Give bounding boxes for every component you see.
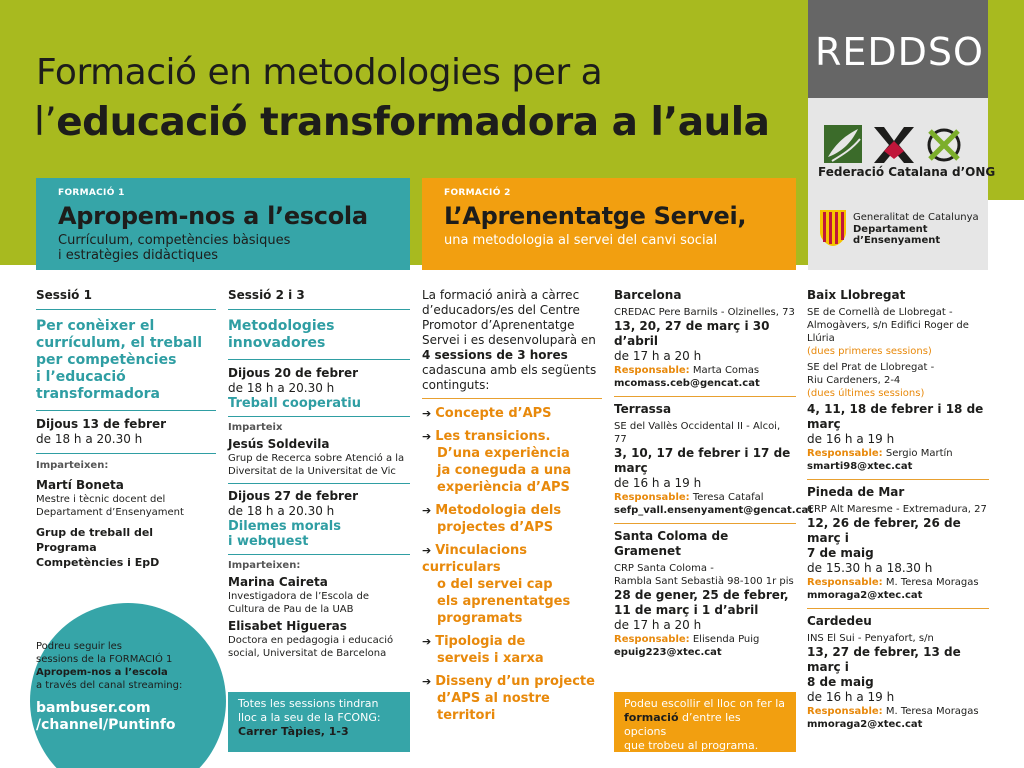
arrow-right-icon: ➔	[422, 635, 432, 648]
sessio-2-person-2-desc: Investigadora de l’Escola de Cultura de Pau de la UAB	[228, 591, 369, 615]
sessio-2-column	[228, 288, 410, 660]
location-email: sefp_vall.ensenyament@gencat.cat	[614, 505, 814, 516]
sessio-1-person-1-desc: Mestre i tècnic docent del Departament d’Ensenyament	[36, 494, 184, 518]
generalitat-label: Generalitat de Catalunya	[853, 212, 979, 223]
locations-column-b: Baix Llobregat SE de Cornellà de Llobregat - Almogàvers, s/n Edifici Roger de Llúria (dues primeres sessions) SE del Prat de Llobregat - Riu Cardeners, 2-4 (dues últimes sessions) 4, 11, 18 de febrer i 18 de març de 16 h a 19 h Responsable: Sergio Martín smarti98@xtec.cat Pineda de Mar CRP Alt Maresme - Extremadura, 27 12, 26 de febrer, 26 de març i 7 de maig de 15.30 h a 18.30 h Responsable: M. Teresa Moragas mmoraga2@xtec.cat Cardedeu INS El Sui - Penyafort, s/n 13, 27 de febrer, 13 de març i 8 de maig de 16 h a 19 h Responsable: M. Teresa Moragas mmoraga2@xtec.cat	[807, 288, 989, 731]
arrow-right-icon: ➔	[422, 504, 432, 517]
topic-item: ➔ Vinculacions curriculars o del servei cap els aprenentatges programats	[422, 543, 571, 626]
arrow-right-icon: ➔	[422, 544, 432, 557]
sessio-2-time-1: de 18 h a 20.30 h	[228, 381, 335, 395]
arrow-right-icon: ➔	[422, 430, 432, 443]
sessio-1-label: Sessió 1	[36, 288, 92, 302]
fcong-label: Federació Catalana d’ONG	[818, 165, 996, 179]
location-city: Barcelona	[614, 288, 682, 302]
topic-item: ➔ Metodologia dels projectes d’APS	[422, 503, 562, 535]
topic-item: ➔ Les transicions. D’una experiència ja coneguda a una experiència d’APS	[422, 429, 572, 495]
venue-note: Totes les sessions tindran lloc a la seu de la FCONG: Carrer Tàpies, 1-3	[228, 692, 410, 752]
location-dates: 13, 20, 27 de març i 30 d’abril	[614, 319, 770, 348]
ensenyament-label: d’Ensenyament	[853, 235, 941, 246]
location-choice-note: Podeu escollir el lloc on fer la formació d’entre les opcions que trobeu al programa.	[614, 692, 796, 752]
location-dates: 12, 26 de febrer, 26 de març i 7 de maig	[807, 516, 961, 560]
location-email: mcomass.ceb@gencat.cat	[614, 378, 760, 389]
location-dates: 3, 10, 17 de febrer i 17 de març	[614, 446, 791, 475]
location-email: epuig223@xtec.cat	[614, 647, 722, 658]
formacio-1-subtitle: Currículum, competències bàsiques i estratègies didàctiques	[58, 233, 291, 263]
intro-column: La formació anirà a càrrec d’educadors/es del Centre Promotor d’Aprenentatge Servei i es desenvoluparà en 4 sessions de 3 hores cadascuna amb els següents continguts: ➔ Concepte d’APS ➔ Les transicions. D’una experiència ja coneguda a una experiència d’APS ➔ Metodologia dels projectes d’APS ➔ Vinculacions curriculars o del servei cap els aprenentatges programats ➔ Tipologia de serveis i xarxa ➔ Disseny d’un projecte d’APS al nostre territori	[422, 288, 602, 730]
formacio-2-subtitle: una metodologia al servei del canvi social	[444, 233, 718, 248]
departament-label: Departament	[853, 224, 928, 235]
sessio-2-subtopic-2: Dilemes morals i webquest	[228, 519, 342, 549]
sessio-2-person-2: Marina Caireta	[228, 575, 328, 589]
sessio-2-time-2: de 18 h a 20.30 h	[228, 504, 335, 518]
topic-item: ➔ Disseny d’un projecte d’APS al nostre territori	[422, 674, 595, 723]
formacio-1-tag: FORMACIÓ 1	[58, 188, 125, 198]
location-dates: 4, 11, 18 de febrer i 18 de març	[807, 402, 984, 431]
location-dates: 13, 27 de febrer, 13 de març i 8 de maig	[807, 645, 961, 689]
sessio-2-topic: Metodologies innovadores	[228, 318, 335, 351]
formacio-2-title: L’Aprenentatge Servei,	[444, 202, 747, 230]
formacio-2-tag: FORMACIÓ 2	[444, 188, 511, 198]
sessio-1-date: Dijous 13 de febrer	[36, 417, 167, 431]
sessio-2-person-1: Jesús Soldevila	[228, 437, 330, 451]
location-dates: 28 de gener, 25 de febrer, 11 de març i 1 d’abril	[614, 588, 789, 617]
sessio-1-topic: Per conèixer el currículum, el treball per competències i l’educació transformadora	[36, 318, 203, 402]
sessio-2-imparteixen: Imparteixen:	[228, 560, 301, 571]
headline-line-1: Formació en metodologies per a	[36, 52, 603, 93]
sessio-2-imparteix: Imparteix	[228, 422, 283, 433]
location-city: Pineda de Mar	[807, 485, 905, 499]
sessio-1-time: de 18 h a 20.30 h	[36, 432, 143, 446]
location-city: Baix Llobregat	[807, 288, 906, 302]
sessio-2-label: Sessió 2 i 3	[228, 288, 305, 302]
formacio-1-box	[36, 178, 410, 270]
topics-list	[422, 405, 602, 724]
headline-line-2: l’educació transformadora a l’aula	[34, 100, 770, 145]
sessio-2-person-3-desc: Doctora en pedagogia i educació social, Universitat de Barcelona	[228, 635, 394, 659]
streaming-link[interactable]: bambuser.com /channel/Puntinfo	[36, 700, 176, 733]
location-block: Terrassa SE del Vallès Occidental II - Alcoi, 77 3, 10, 17 de febrer i 17 de març de 16 h a 19 h Responsable: Teresa Catafal sefp_vall.ensenyament@gencat.cat	[614, 402, 796, 524]
sessio-1-column	[36, 288, 216, 570]
streaming-text: Podreu seguir les sessions de la FORMACIÓ 1 Apropem-nos a l’escola a través del canal streaming:	[36, 641, 183, 691]
sessio-2-date-2: Dijous 27 de febrer	[228, 489, 359, 503]
sessio-1-imparteixen: Imparteixen:	[36, 460, 109, 471]
location-block: Barcelona CREDAC Pere Barnils - Olzinelles, 73 13, 20, 27 de març i 30 d’abril de 17 h a 20 h Responsable: Marta Comas mcomass.ceb@gencat.cat	[614, 288, 796, 397]
sessio-1-person-2: Grup de treball del Programa Competències i EpD	[36, 526, 160, 569]
location-email: smarti98@xtec.cat	[807, 461, 913, 472]
location-email: mmoraga2@xtec.cat	[807, 719, 923, 730]
generalitat-shield-icon	[818, 208, 848, 248]
topic-item: ➔ Tipologia de serveis i xarxa	[422, 634, 544, 666]
sessio-2-person-3: Elisabet Higueras	[228, 619, 347, 633]
topic-item: ➔ Concepte d’APS	[422, 406, 552, 421]
arrow-right-icon: ➔	[422, 675, 432, 688]
formacio-1-title: Apropem-nos a l’escola	[58, 202, 368, 230]
arrow-right-icon: ➔	[422, 407, 432, 420]
headline-bold: educació transformadora a l’aula	[56, 100, 770, 145]
reddso-logo: REDDSO	[815, 30, 984, 74]
fcong-logo-icon	[822, 123, 964, 165]
location-city: Santa Coloma de Gramenet	[614, 529, 729, 558]
location-city: Cardedeu	[807, 614, 872, 628]
formacio-2-box	[422, 178, 796, 270]
location-block: Santa Coloma de Gramenet CRP Santa Coloma - Rambla Sant Sebastià 98-100 1r pis 28 de gener, 25 de febrer, 11 de març i 1 d’abril de 17 h a 20 h Responsable: Elisenda Puig epuig223@xtec.cat	[614, 529, 796, 659]
sessio-2-subtopic-1: Treball cooperatiu	[228, 396, 361, 411]
location-email: mmoraga2@xtec.cat	[807, 590, 923, 601]
sessio-1-person-1: Martí Boneta	[36, 478, 124, 492]
locations-column-a	[614, 288, 814, 659]
sessio-2-person-1-desc: Grup de Recerca sobre Atenció a la Diversitat de la Universitat de Vic	[228, 453, 405, 477]
sessio-2-date-1: Dijous 20 de febrer	[228, 366, 359, 380]
location-city: Terrassa	[614, 402, 672, 416]
